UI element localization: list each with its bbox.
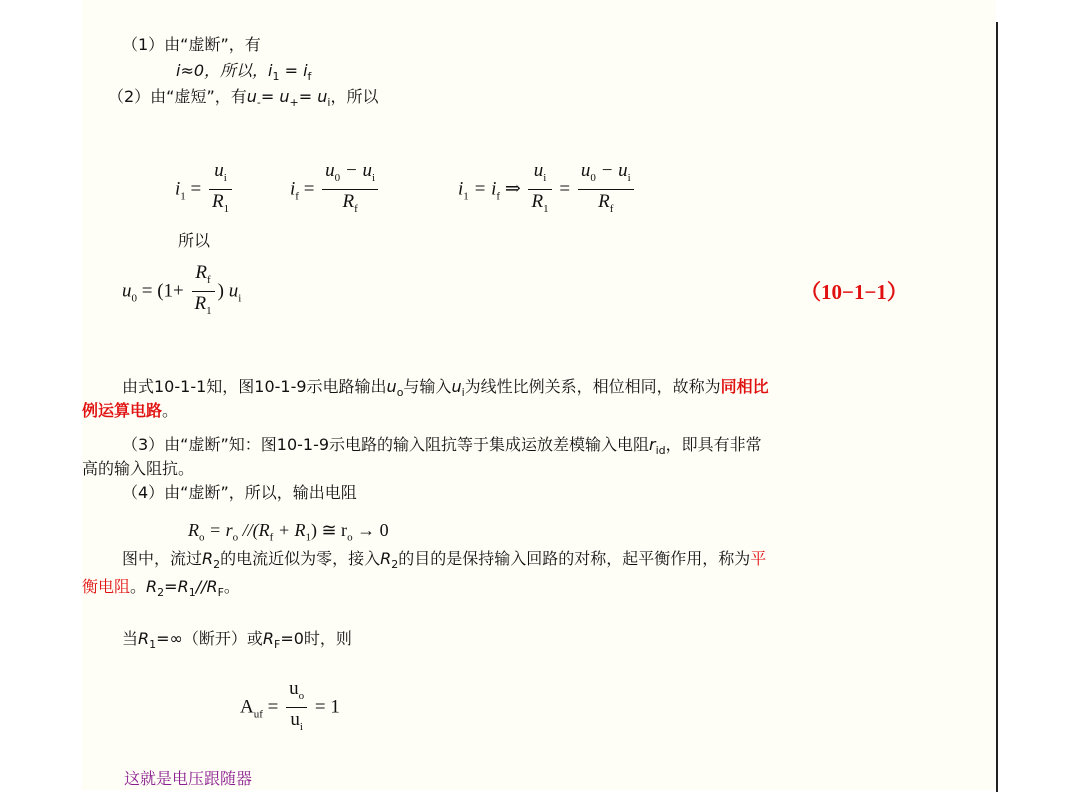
equation-i1-equals-if: $i_1 = i_f$ ⇒ $\frac{u_i}{R_1}$ = $\frac{u_0 - u_i}{R_f}$: [458, 160, 637, 221]
equation-i1: $i_1$ = $\frac{u_i}{R_1}$: [175, 160, 235, 221]
paragraph-noninverting: 由式10-1-1知，图10-1-9示电路输出$u_o$与输入$u_i$为线性比例关系，相位相同，故称为同相比: [122, 377, 769, 400]
paragraph-input-impedance-cont: 高的输入阻抗。: [82, 459, 195, 478]
step-2-text: （2）由“虚短”，有$u_-= u_+= u_i$，所以: [108, 87, 379, 110]
equation-if: $i_f$ = $\frac{u_0 - u_i}{R_f}$: [290, 160, 381, 221]
equation-number: （10−1−1）: [800, 280, 908, 304]
so-text: 所以: [178, 231, 211, 250]
paragraph-output-resistance: （4）由“虚断”，所以，输出电阻: [122, 483, 357, 502]
step-1-text: （1）由“虚断”，有: [122, 35, 261, 54]
paragraph-condition: 当$R_1=\infty$（断开）或$R_F=0$时，则: [122, 629, 352, 652]
conclusion-voltage-follower: 这就是电压跟随器: [124, 769, 253, 788]
paragraph-balance-resistor-cont: 衡电阻。$R_2=R_1//R_F$。: [82, 577, 240, 600]
paragraph-noninverting-cont: 例运算电路。: [82, 401, 179, 420]
step-1-result: i≈0，所以，$i_1 = i_f$: [176, 61, 312, 84]
paragraph-input-impedance: （3）由“虚断”知：图10-1-9示电路的输入阻抗等于集成运放差模输入电阻$r_{id}$，即具有非常: [122, 435, 762, 458]
equation-10-1-1: $u_0 = (1+$ $\frac{R_f}{R_1}$ ) $u_i$: [122, 262, 241, 323]
paragraph-balance-resistor: 图中，流过$R_2$的电流近似为零，接入$R_2$的目的是保持输入回路的对称，起平衡作用，称为平: [122, 549, 767, 572]
equation-ro: $R_o = r_o$ $//(R_f + R_1)$ ≅ $r_o \to 0$: [188, 520, 389, 544]
right-border-line: [996, 22, 998, 792]
equation-auf: $A_{uf}$ = $\frac{u_o}{u_i}$ = 1: [240, 678, 340, 739]
